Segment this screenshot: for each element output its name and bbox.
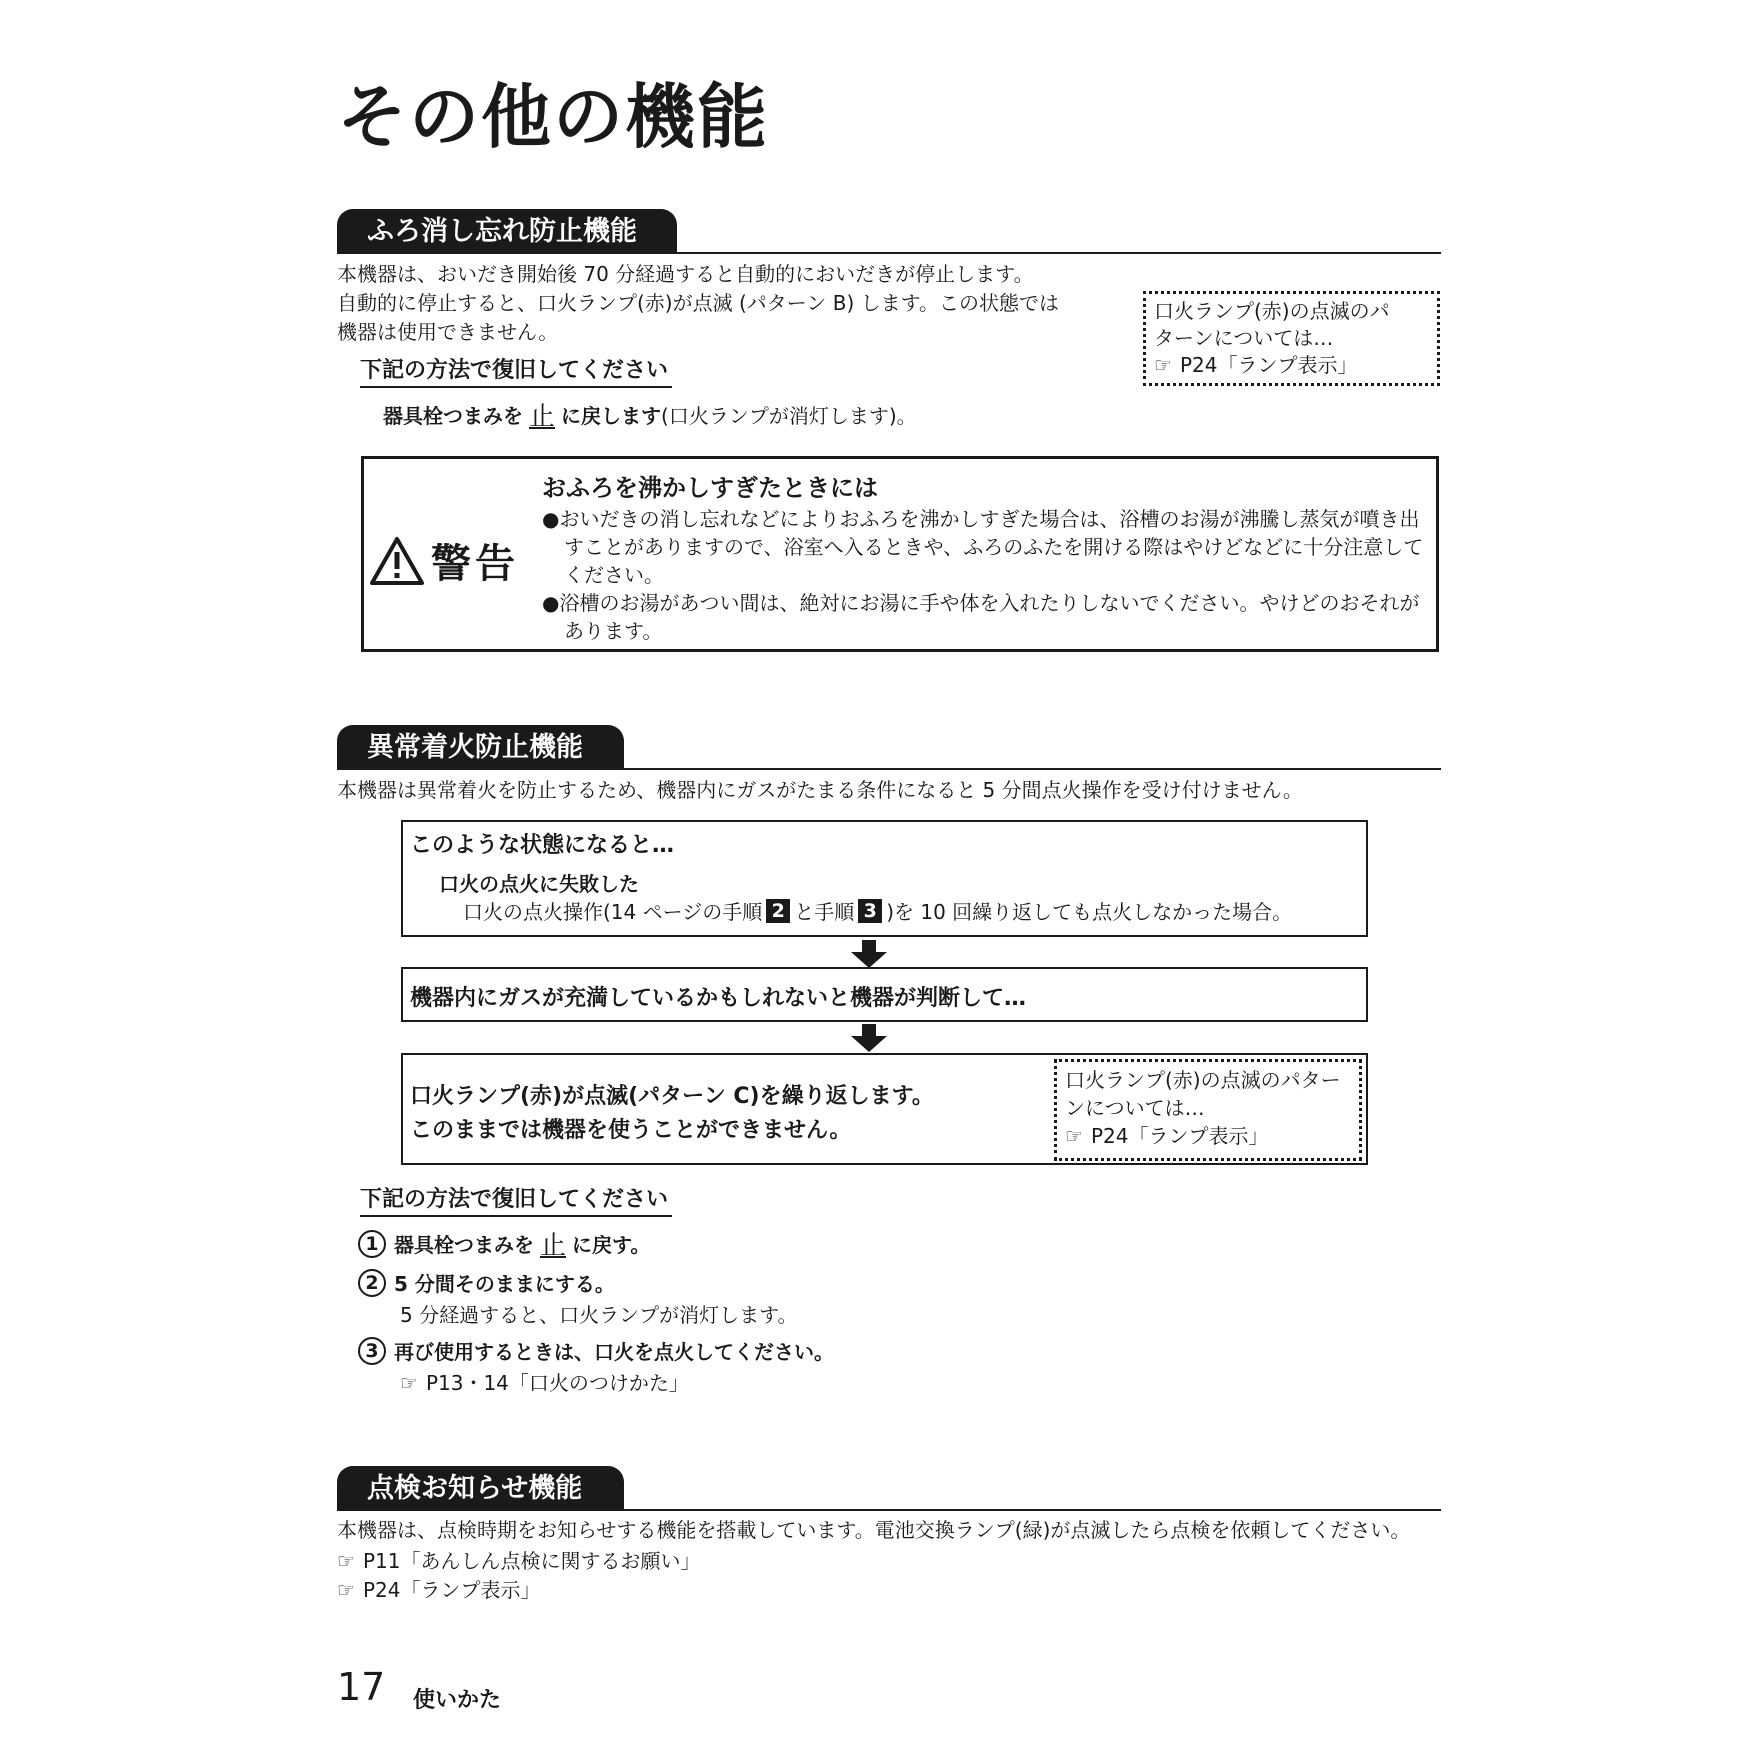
page-reference: ☞ P11「あんしん点検に関するお願い」 <box>337 1547 700 1576</box>
recovery-instruction <box>383 396 917 433</box>
recovery-step: 3 再び使用するときは、口火を点火してください。 <box>358 1336 834 1365</box>
note-line: 口火ランプ(赤)の点滅のパター <box>1065 1068 1341 1092</box>
note-line: ターンについては… <box>1154 326 1334 350</box>
step-number-circle: 3 <box>358 1337 386 1365</box>
warning-item: ●おいだきの消し忘れなどによりおふろを沸かしすぎた場合は、浴槽のお湯が沸騰し蒸気が噴き出すことがありますので、浴室へ入るときや、ふろのふたを開ける際はやけどなどに十分注意してください。 <box>542 507 1424 587</box>
step-number-circle: 2 <box>358 1269 386 1297</box>
page-reference: ☞ P24「ランプ表示」 <box>337 1576 700 1605</box>
recovery-heading: 下記の方法で復旧してください <box>360 1185 672 1217</box>
body-line: 本機器は、おいだき開始後 70 分経過すると自動的においだきが停止します。 <box>337 262 1034 286</box>
lamp-note-box <box>1054 1059 1362 1161</box>
recovery-heading: 下記の方法で復旧してください <box>360 356 672 388</box>
flow-box-title: このような状態になると… <box>410 833 675 858</box>
body-line: 機器は使用できません。 <box>337 320 559 344</box>
pointing-hand-icon: ☞ <box>337 1549 355 1573</box>
section1-body <box>337 260 1137 347</box>
flow-box-result <box>401 1053 1368 1165</box>
body-line: 自動的に停止すると、口火ランプ(赤)が点滅 (パターン B) します。この状態では <box>337 291 1060 315</box>
flow-box-text: 機器内にガスが充満しているかもしれないと機器が判断して… <box>410 986 1027 1011</box>
step-detail: 5 分経過すると、口火ランプが消灯します。 <box>400 1303 798 1327</box>
warning-item: ●浴槽のお湯があつい間は、絶対にお湯に手や体を入れたりしないでください。やけどのおそれがあります。 <box>542 591 1420 643</box>
flow-box-judgement <box>401 967 1368 1022</box>
recovery-step: 1 器具栓つまみを 止 に戻す。 <box>358 1225 834 1262</box>
flow-box-subtitle: 口火の点火に失敗した <box>439 872 639 896</box>
section-rule <box>337 1509 1441 1511</box>
section-heading-abnormal-ignition: 異常着火防止機能 <box>337 725 624 769</box>
page-reference: ☞ P13・14「口火のつけかた」 <box>400 1371 689 1395</box>
pointing-hand-icon: ☞ <box>400 1371 418 1395</box>
page-number: 17 <box>337 1665 386 1709</box>
recovery-step: 2 5 分間そのままにする。 <box>358 1268 834 1297</box>
section-heading-bath-forget: ふろ消し忘れ防止機能 <box>337 209 677 253</box>
flow-box-result-text: 口火ランプ(赤)が点滅(パターン C)を繰り返します。 このままでは機器を使うことができません。 <box>410 1084 934 1143</box>
flow-box-detail: 口火の点火操作(14 ページの手順 2 と手順 3 )を 10 回繰り返しても点火しなかった場合。 <box>463 899 1293 924</box>
page-reference: ☞ P24「ランプ表示」 <box>1065 1124 1269 1148</box>
step-number-badge: 2 <box>766 899 790 923</box>
recovery-steps <box>358 1225 834 1396</box>
stop-position-label: 止 <box>540 1231 567 1261</box>
pointing-hand-icon: ☞ <box>1065 1124 1083 1148</box>
step-number-badge: 3 <box>858 899 882 923</box>
section3-references <box>337 1547 700 1605</box>
pointing-hand-icon: ☞ <box>1154 353 1172 377</box>
section-heading-inspection: 点検お知らせ機能 <box>337 1466 624 1510</box>
section-rule <box>337 768 1441 770</box>
warning-list <box>542 505 1430 645</box>
warning-title: おふろを沸かしすぎたときには <box>542 474 878 502</box>
stop-position-label: 止 <box>529 402 556 432</box>
instruction-text: 器具栓つまみを <box>383 404 523 428</box>
warning-triangle-icon <box>369 536 425 586</box>
chapter-label: 使いかた <box>413 1688 502 1713</box>
note-line: 口火ランプ(赤)の点滅のパ <box>1154 299 1390 323</box>
page-reference: ☞ P24「ランプ表示」 <box>1154 353 1358 377</box>
note-line: ンについては… <box>1065 1096 1205 1120</box>
flow-box-condition <box>401 820 1368 937</box>
lamp-note-box <box>1143 291 1440 386</box>
step-number-circle: 1 <box>358 1230 386 1258</box>
pointing-hand-icon: ☞ <box>337 1578 355 1602</box>
instruction-text: に戻します <box>561 404 662 428</box>
section2-intro: 本機器は異常着火を防止するため、機器内にガスがたまる条件になると 5 分間点火操作を受け付けません。 <box>337 778 1303 802</box>
section3-text: 本機器は、点検時期をお知らせする機能を搭載しています。電池交換ランプ(緑)が点滅したら点検を依頼してください。 <box>337 1518 1411 1542</box>
page-title: その他の機能 <box>337 76 769 158</box>
warning-label: 警告 <box>369 532 519 589</box>
down-arrow-icon <box>849 940 889 968</box>
section-rule <box>337 252 1441 254</box>
instruction-note: (口火ランプが消灯します)。 <box>661 404 917 428</box>
down-arrow-icon <box>849 1024 889 1052</box>
